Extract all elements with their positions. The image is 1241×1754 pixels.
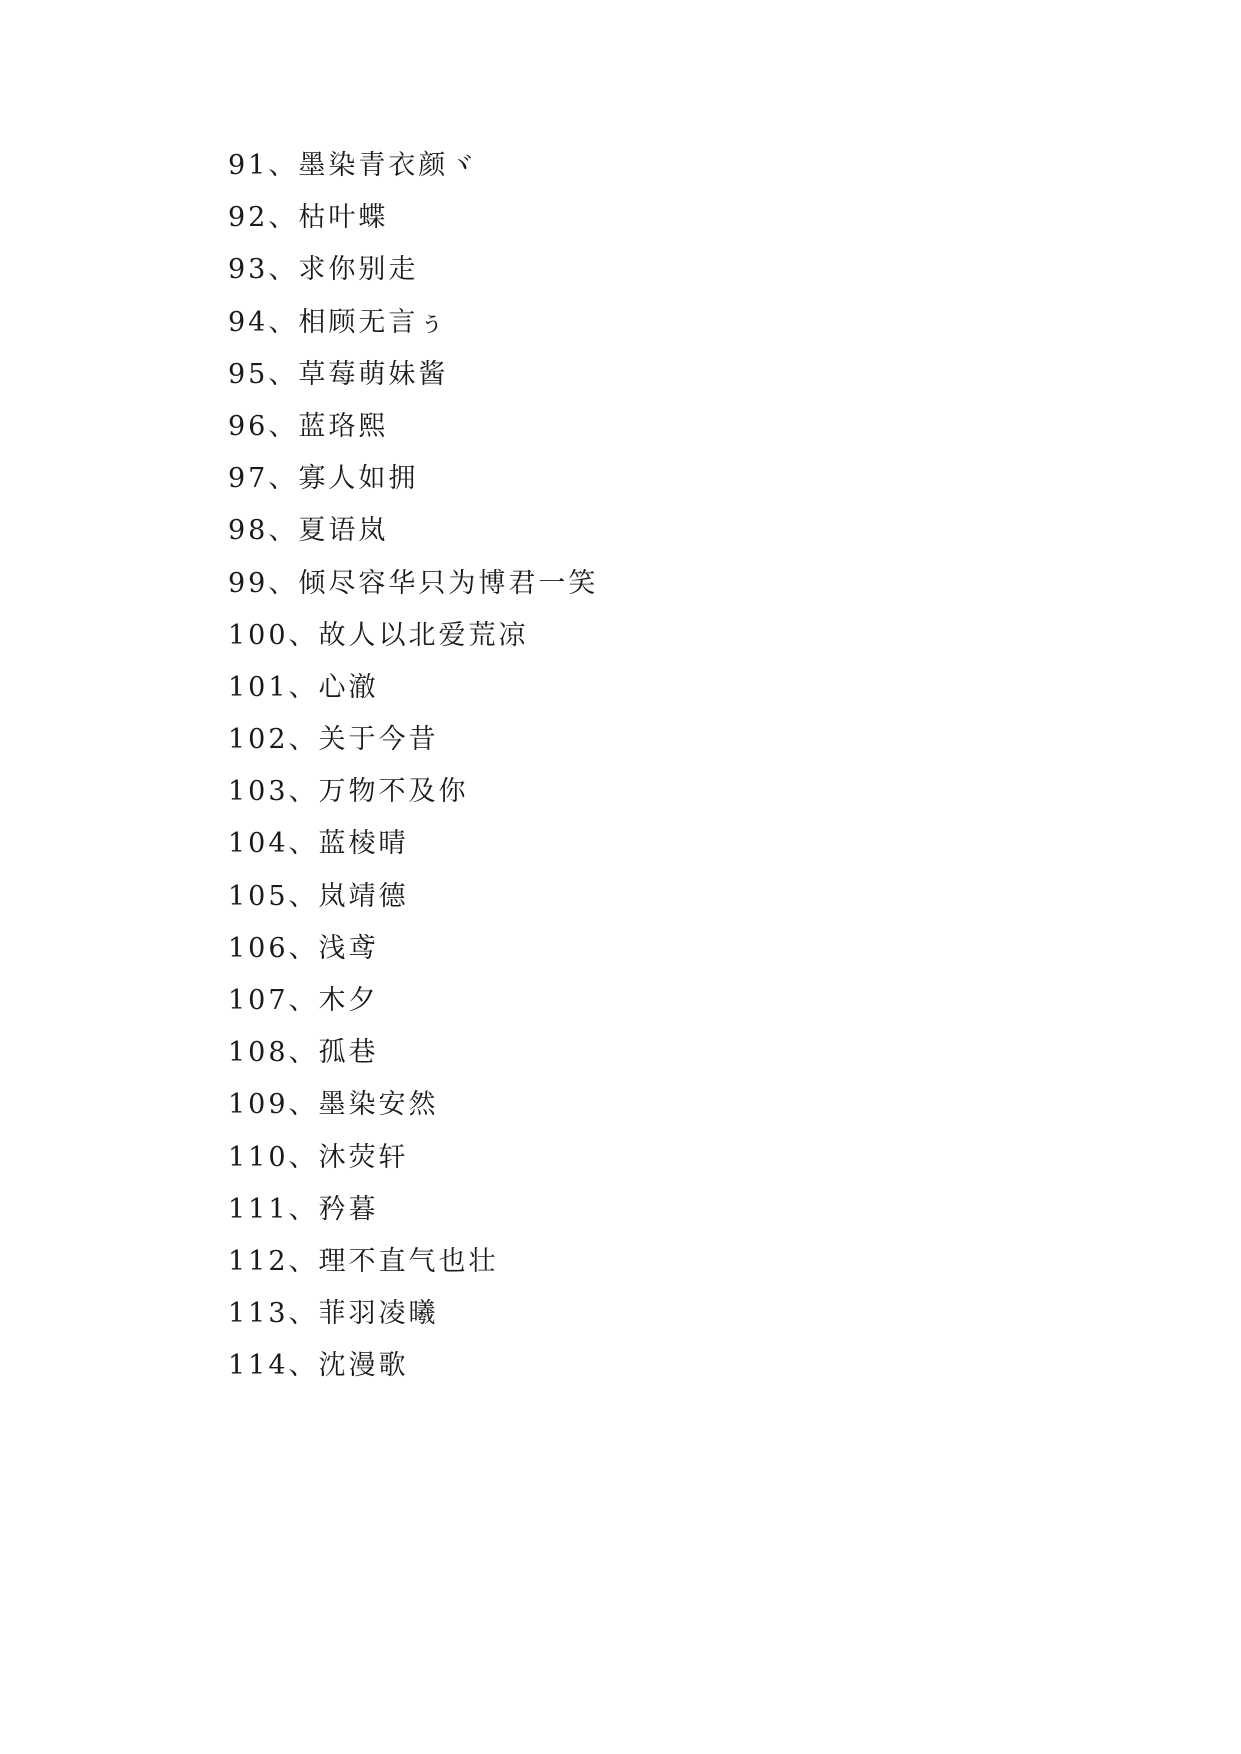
name-list: [228, 140, 598, 1393]
list-item: 113、菲羽凌曦: [228, 1298, 439, 1330]
list-item: 100、故人以北爱荒凉: [228, 619, 529, 651]
list-item: 94、相顾无言ぅ: [228, 306, 449, 338]
list-item: 95、草莓萌妹酱: [228, 358, 449, 390]
list-item: 106、浅鸢: [228, 932, 379, 964]
list-item: 104、蓝棱晴: [228, 828, 409, 860]
list-item: 98、夏语岚: [228, 515, 389, 547]
list-item: 97、寡人如拥: [228, 463, 419, 495]
list-item: 99、倾尽容华只为博君一笑: [228, 567, 599, 599]
list-item: 111、矜暮: [228, 1193, 379, 1225]
list-item: 107、木夕: [228, 985, 379, 1016]
list-item: 103、万物不及你: [228, 776, 469, 808]
list-item: 96、蓝珞熙: [228, 410, 389, 442]
list-item: 102、关于今昔: [228, 724, 439, 756]
list-item: 93、求你别走: [228, 254, 419, 286]
list-item: 114、沈漫歌: [228, 1350, 409, 1382]
list-item: 105、岚靖德: [228, 880, 409, 912]
list-item: 110、沐荧轩: [228, 1141, 409, 1173]
list-item: 101、心澈: [228, 671, 379, 703]
list-item: 109、墨染安然: [228, 1089, 439, 1121]
list-item: 92、枯叶蝶: [228, 202, 389, 234]
list-item: 112、理不直气也壮: [228, 1245, 499, 1277]
list-item: 108、孤巷: [228, 1037, 379, 1069]
list-item: 91、墨染青衣颜ヾ: [228, 150, 479, 181]
